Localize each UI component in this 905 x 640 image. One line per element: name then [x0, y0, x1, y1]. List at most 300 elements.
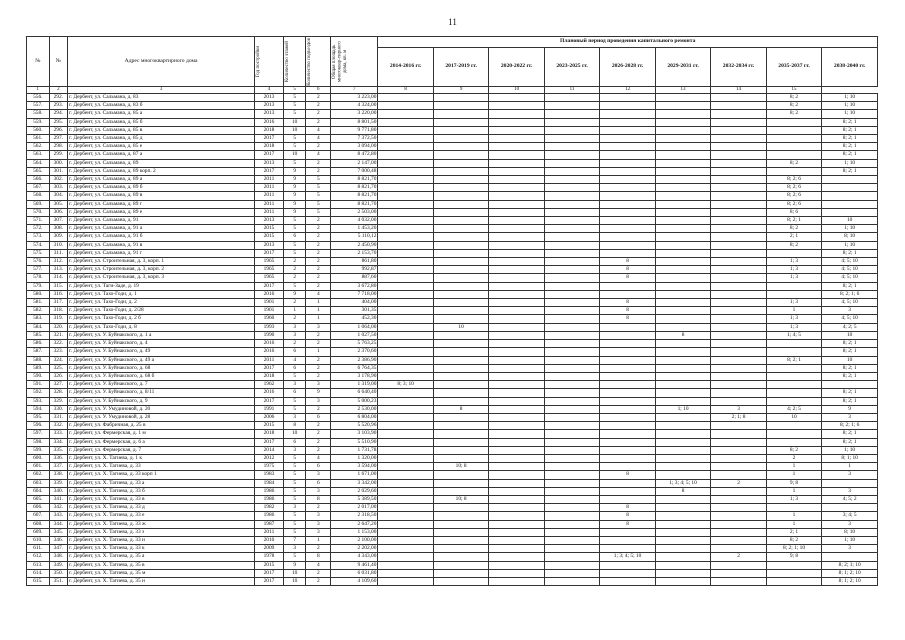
- table-cell: [655, 241, 710, 249]
- table-cell: г. Дербент, ул. Х. Тагиева, д. 35 в: [68, 561, 255, 569]
- table-cell: 5: [283, 102, 306, 110]
- table-cell: 2017: [255, 249, 284, 257]
- table-cell: 4; 2; 5: [822, 323, 878, 331]
- table-cell: [489, 323, 544, 331]
- table-row: [27, 495, 878, 503]
- table-cell: 1991: [255, 405, 284, 413]
- table-cell: [600, 487, 655, 495]
- table-row: [27, 561, 878, 569]
- table-cell: 556.: [27, 94, 50, 102]
- table-cell: 612.: [27, 553, 50, 561]
- table-cell: [433, 512, 488, 520]
- table-cell: 1; 3: [766, 315, 821, 323]
- table-cell: 567.: [27, 184, 50, 192]
- table-cell: [433, 471, 488, 479]
- table-cell: 3: [822, 471, 878, 479]
- table-cell: 5: [306, 184, 331, 192]
- table-cell: [433, 331, 488, 339]
- table-cell: 613.: [27, 561, 50, 569]
- table-row: [27, 323, 878, 331]
- table-cell: [544, 520, 599, 528]
- table-row: [27, 422, 878, 430]
- header-year: Год постройки: [255, 37, 284, 87]
- table-cell: 4 109,60: [331, 577, 378, 585]
- table-cell: [489, 561, 544, 569]
- table-cell: [433, 553, 488, 561]
- table-cell: 10: [283, 126, 306, 134]
- table-cell: [655, 102, 710, 110]
- table-cell: [544, 249, 599, 257]
- table-cell: [378, 454, 433, 462]
- table-cell: 2011: [255, 528, 284, 536]
- table-cell: [766, 561, 821, 569]
- table-row: [27, 520, 878, 528]
- table-cell: г. Дербент, ул. У. Буйнакского, д. 9: [68, 397, 255, 405]
- table-cell: 604.: [27, 487, 50, 495]
- table-cell: 2009: [255, 545, 284, 553]
- table-cell: [378, 479, 433, 487]
- table-cell: [655, 545, 710, 553]
- table-cell: 332.: [49, 422, 67, 430]
- table-cell: 5: [306, 208, 331, 216]
- table-cell: [766, 364, 821, 372]
- table-cell: 4; 5; 10: [822, 274, 878, 282]
- table-cell: [489, 135, 544, 143]
- table-cell: [711, 561, 766, 569]
- header-period: 2038-2040 гг.: [822, 48, 878, 87]
- table-row: [27, 372, 878, 380]
- table-row: [27, 241, 878, 249]
- table-cell: [433, 364, 488, 372]
- table-cell: 340.: [49, 487, 67, 495]
- table-cell: 591.: [27, 381, 50, 389]
- table-cell: 10: [283, 118, 306, 126]
- table-cell: 598.: [27, 438, 50, 446]
- table-cell: [711, 536, 766, 544]
- table-cell: 5: [283, 372, 306, 380]
- table-row: [27, 454, 878, 462]
- table-cell: [600, 282, 655, 290]
- table-row: [27, 545, 878, 553]
- table-cell: [378, 233, 433, 241]
- table-cell: [544, 536, 599, 544]
- table-cell: [711, 364, 766, 372]
- table-cell: 861,80: [331, 258, 378, 266]
- table-cell: 2: [283, 258, 306, 266]
- table-cell: 1; 10: [822, 159, 878, 167]
- table-cell: 2 100,00: [331, 536, 378, 544]
- table-cell: 1: [766, 520, 821, 528]
- table-cell: 2: [711, 479, 766, 487]
- table-cell: [600, 356, 655, 364]
- table-cell: 4; 5; 10: [822, 266, 878, 274]
- table-cell: [600, 372, 655, 380]
- table-cell: 3; 4; 5: [822, 512, 878, 520]
- header-col-number: 3: [68, 87, 255, 94]
- table-cell: [766, 504, 821, 512]
- table-cell: [711, 504, 766, 512]
- table-cell: [655, 569, 710, 577]
- table-cell: 4: [306, 290, 331, 298]
- table-cell: 597.: [27, 430, 50, 438]
- table-cell: [711, 208, 766, 216]
- table-cell: [489, 413, 544, 421]
- table-cell: [378, 315, 433, 323]
- table-cell: [655, 512, 710, 520]
- table-cell: г. Дербент, ул. Строительная, д. 3, корп. 2: [68, 266, 255, 274]
- table-cell: 2011: [255, 184, 284, 192]
- table-cell: [378, 372, 433, 380]
- table-cell: 5 510,90: [331, 438, 378, 446]
- table-cell: 2: [306, 438, 331, 446]
- table-cell: [600, 446, 655, 454]
- table-cell: 3: [822, 520, 878, 528]
- table-cell: [489, 381, 544, 389]
- table-cell: [600, 405, 655, 413]
- table-cell: [711, 258, 766, 266]
- table-cell: г. Дербент, ул. Тахо-Годи, д. 2 б: [68, 315, 255, 323]
- header-period: 2026-2028 гг.: [600, 48, 655, 87]
- table-cell: [433, 102, 488, 110]
- table-cell: [378, 430, 433, 438]
- table-cell: 2: [306, 143, 331, 151]
- table-cell: 317.: [49, 299, 67, 307]
- table-cell: 2 147,00: [331, 159, 378, 167]
- table-cell: [433, 176, 488, 184]
- table-cell: 8; 2; 1: [822, 118, 878, 126]
- table-cell: 574.: [27, 241, 50, 249]
- table-cell: 1: [306, 315, 331, 323]
- header-entrances: Количество подъездов: [306, 37, 331, 87]
- table-cell: [433, 159, 488, 167]
- table-cell: [711, 463, 766, 471]
- table-cell: [711, 143, 766, 151]
- table-cell: [600, 192, 655, 200]
- table-cell: 7 372,50: [331, 135, 378, 143]
- table-cell: [655, 94, 710, 102]
- table-cell: 8; 2: [766, 159, 821, 167]
- table-cell: 607.: [27, 512, 50, 520]
- table-cell: [711, 102, 766, 110]
- table-cell: 2 318,50: [331, 512, 378, 520]
- table-cell: [489, 430, 544, 438]
- table-cell: [600, 348, 655, 356]
- table-cell: [655, 126, 710, 134]
- table-cell: [600, 331, 655, 339]
- table-cell: 10: [283, 151, 306, 159]
- table-cell: [489, 192, 544, 200]
- table-cell: [489, 94, 544, 102]
- table-cell: 5: [283, 94, 306, 102]
- table-cell: г. Дербент, ул. Х. Тагиева, д. 1 к: [68, 454, 255, 462]
- table-cell: 2: [306, 249, 331, 257]
- table-cell: 2016: [255, 290, 284, 298]
- table-cell: 311.: [49, 249, 67, 257]
- table-cell: [655, 159, 710, 167]
- table-cell: [433, 135, 488, 143]
- table-cell: 1: [766, 512, 821, 520]
- table-cell: 2018: [255, 372, 284, 380]
- table-cell: 1; 3: [766, 495, 821, 503]
- table-cell: [600, 159, 655, 167]
- table-cell: [544, 241, 599, 249]
- table-cell: [600, 577, 655, 585]
- table-cell: 575.: [27, 249, 50, 257]
- table-cell: [433, 143, 488, 151]
- table-cell: 320.: [49, 323, 67, 331]
- table-cell: [655, 249, 710, 257]
- table-cell: 9: [306, 389, 331, 397]
- table-cell: 1 453,20: [331, 225, 378, 233]
- table-cell: 579.: [27, 282, 50, 290]
- table-cell: 303.: [49, 184, 67, 192]
- table-cell: 8; 2; 6: [766, 192, 821, 200]
- table-cell: 600.: [27, 454, 50, 462]
- table-row: [27, 135, 878, 143]
- table-cell: [544, 135, 599, 143]
- table-cell: [433, 528, 488, 536]
- table-row: [27, 258, 878, 266]
- table-cell: 337.: [49, 463, 67, 471]
- table-cell: 5: [283, 463, 306, 471]
- table-cell: 10: [433, 323, 488, 331]
- table-cell: [600, 545, 655, 553]
- table-cell: 344.: [49, 520, 67, 528]
- table-cell: 1984: [255, 479, 284, 487]
- table-cell: 8: [655, 487, 710, 495]
- table-cell: 1; 3: [766, 258, 821, 266]
- table-cell: [600, 110, 655, 118]
- table-cell: 345.: [49, 528, 67, 536]
- table-cell: [433, 340, 488, 348]
- table-cell: [711, 126, 766, 134]
- table-cell: 581.: [27, 299, 50, 307]
- table-cell: [489, 545, 544, 553]
- table-cell: [489, 356, 544, 364]
- table-cell: 5: [283, 282, 306, 290]
- table-cell: 615.: [27, 577, 50, 585]
- table-cell: г. Дербент, ул. Сальмана, д. 89 а: [68, 176, 255, 184]
- table-cell: 596.: [27, 422, 50, 430]
- table-cell: [544, 528, 599, 536]
- table-cell: 2: [306, 577, 331, 585]
- table-cell: 594.: [27, 405, 50, 413]
- table-cell: [378, 225, 433, 233]
- table-cell: 1: [822, 463, 878, 471]
- table-cell: [544, 159, 599, 167]
- table-cell: [433, 192, 488, 200]
- table-cell: 297.: [49, 135, 67, 143]
- table-cell: 3: [711, 405, 766, 413]
- table-cell: [378, 299, 433, 307]
- table-cell: 2: [306, 274, 331, 282]
- table-cell: 1987: [255, 520, 284, 528]
- table-cell: [655, 217, 710, 225]
- table-cell: 1901: [255, 299, 284, 307]
- table-cell: 2: [711, 553, 766, 561]
- table-cell: [711, 340, 766, 348]
- table-cell: [544, 151, 599, 159]
- table-cell: 8; 2: [766, 225, 821, 233]
- table-row: [27, 159, 878, 167]
- table-cell: [544, 438, 599, 446]
- table-cell: 559.: [27, 118, 50, 126]
- table-cell: 299.: [49, 151, 67, 159]
- table-cell: 324.: [49, 356, 67, 364]
- table-cell: [544, 422, 599, 430]
- table-cell: 568.: [27, 192, 50, 200]
- table-cell: [544, 561, 599, 569]
- table-cell: г. Дербент, ул. Сальмана, д. 91: [68, 217, 255, 225]
- table-cell: [378, 184, 433, 192]
- table-cell: [544, 487, 599, 495]
- table-cell: 3: [822, 487, 878, 495]
- table-cell: [544, 471, 599, 479]
- table-cell: 333.: [49, 430, 67, 438]
- table-cell: [655, 356, 710, 364]
- table-cell: [433, 307, 488, 315]
- table-cell: [489, 249, 544, 257]
- table-cell: [489, 487, 544, 495]
- table-cell: 8; 1; 2; 10: [822, 577, 878, 585]
- table-cell: [544, 446, 599, 454]
- table-cell: [378, 487, 433, 495]
- table-cell: 2: [306, 422, 331, 430]
- table-cell: 2: [306, 331, 331, 339]
- table-cell: [655, 364, 710, 372]
- table-cell: 5: [283, 405, 306, 413]
- table-cell: 343.: [49, 512, 67, 520]
- table-cell: г. Дербент, ул. Х. Тагиева, д. 33 е: [68, 512, 255, 520]
- table-cell: [489, 126, 544, 134]
- table-cell: 1986: [255, 512, 284, 520]
- table-cell: 5: [283, 241, 306, 249]
- table-cell: г. Дербент, ул. Фабричная, д. 25 в: [68, 422, 255, 430]
- table-cell: [544, 372, 599, 380]
- table-cell: [378, 323, 433, 331]
- header-col-number: 13: [655, 87, 710, 94]
- table-cell: [711, 348, 766, 356]
- table-cell: г. Дербент, ул. Х. Тагиева, д. 33: [68, 463, 255, 471]
- table-cell: 4; 5; 10: [822, 315, 878, 323]
- table-row: [27, 217, 878, 225]
- table-cell: 336.: [49, 454, 67, 462]
- table-cell: г. Дербент, ул. Фермерская, д. 7: [68, 446, 255, 454]
- table-cell: 564.: [27, 159, 50, 167]
- table-cell: 561.: [27, 135, 50, 143]
- table-cell: 1: [766, 307, 821, 315]
- table-cell: 312.: [49, 258, 67, 266]
- table-cell: 5: [283, 217, 306, 225]
- table-cell: 10; 8: [433, 463, 488, 471]
- table-cell: 2016: [255, 389, 284, 397]
- table-cell: 3 672,80: [331, 282, 378, 290]
- header-period: 2029-2031 гг.: [655, 48, 710, 87]
- table-cell: 8: [306, 553, 331, 561]
- table-cell: [655, 348, 710, 356]
- table-cell: 4 032,00: [331, 217, 378, 225]
- table-cell: [433, 110, 488, 118]
- table-cell: г. Дербент, ул. Сальмана, д. 89 корп. 2: [68, 167, 255, 175]
- table-cell: 10: [283, 569, 306, 577]
- table-cell: [378, 438, 433, 446]
- table-cell: [433, 348, 488, 356]
- table-cell: [489, 389, 544, 397]
- table-cell: 608.: [27, 520, 50, 528]
- table-cell: 9 461,40: [331, 561, 378, 569]
- table-cell: г. Дербент, ул. Сальмана, д. 85 в: [68, 126, 255, 134]
- table-row: [27, 225, 878, 233]
- table-cell: 8; 2; 1; 6: [822, 290, 878, 298]
- header-period: 2020-2022 гг.: [489, 48, 544, 87]
- table-cell: 3: [306, 512, 331, 520]
- table-cell: 8; 6: [766, 208, 821, 216]
- table-cell: [489, 348, 544, 356]
- header-period: 2035-2037 гг.: [766, 48, 821, 87]
- table-cell: 2 029,60: [331, 487, 378, 495]
- table-cell: [433, 241, 488, 249]
- table-cell: [544, 208, 599, 216]
- table-cell: 2 386,90: [331, 356, 378, 364]
- table-cell: [655, 553, 710, 561]
- header-col-number: 15: [766, 87, 821, 94]
- table-cell: 2018: [255, 143, 284, 151]
- table-cell: [600, 151, 655, 159]
- table-cell: [655, 430, 710, 438]
- table-cell: [378, 307, 433, 315]
- table-cell: 603.: [27, 479, 50, 487]
- table-cell: 2; 1: [766, 233, 821, 241]
- table-cell: 1993: [255, 323, 284, 331]
- table-cell: [544, 266, 599, 274]
- table-cell: 404,00: [331, 299, 378, 307]
- table-cell: [544, 102, 599, 110]
- table-cell: 2: [306, 225, 331, 233]
- table-cell: 325.: [49, 364, 67, 372]
- table-cell: 8 821,70: [331, 192, 378, 200]
- table-cell: г. Дербент, ул. Сальмана, д. 85 е: [68, 143, 255, 151]
- table-cell: [544, 110, 599, 118]
- table-cell: 1; 10: [822, 102, 878, 110]
- table-cell: г. Дербент, ул. У. Буйнакского, д. 68: [68, 364, 255, 372]
- table-cell: 305.: [49, 200, 67, 208]
- table-cell: [655, 463, 710, 471]
- table-cell: [655, 561, 710, 569]
- table-cell: 8: [600, 307, 655, 315]
- table-cell: [655, 200, 710, 208]
- table-cell: [433, 356, 488, 364]
- table-cell: [433, 94, 488, 102]
- table-cell: 1962: [255, 381, 284, 389]
- table-row: [27, 487, 878, 495]
- table-cell: [655, 225, 710, 233]
- table-cell: [711, 389, 766, 397]
- table-cell: 573.: [27, 233, 50, 241]
- table-cell: [433, 266, 488, 274]
- table-cell: [711, 372, 766, 380]
- table-cell: [711, 192, 766, 200]
- table-cell: [655, 233, 710, 241]
- table-cell: [489, 495, 544, 503]
- table-cell: 2: [306, 504, 331, 512]
- table-cell: 452,30: [331, 315, 378, 323]
- table-cell: [544, 217, 599, 225]
- table-cell: 10: [822, 356, 878, 364]
- table-row: [27, 446, 878, 454]
- table-row: [27, 340, 878, 348]
- table-cell: [600, 569, 655, 577]
- table-cell: 2006: [255, 413, 284, 421]
